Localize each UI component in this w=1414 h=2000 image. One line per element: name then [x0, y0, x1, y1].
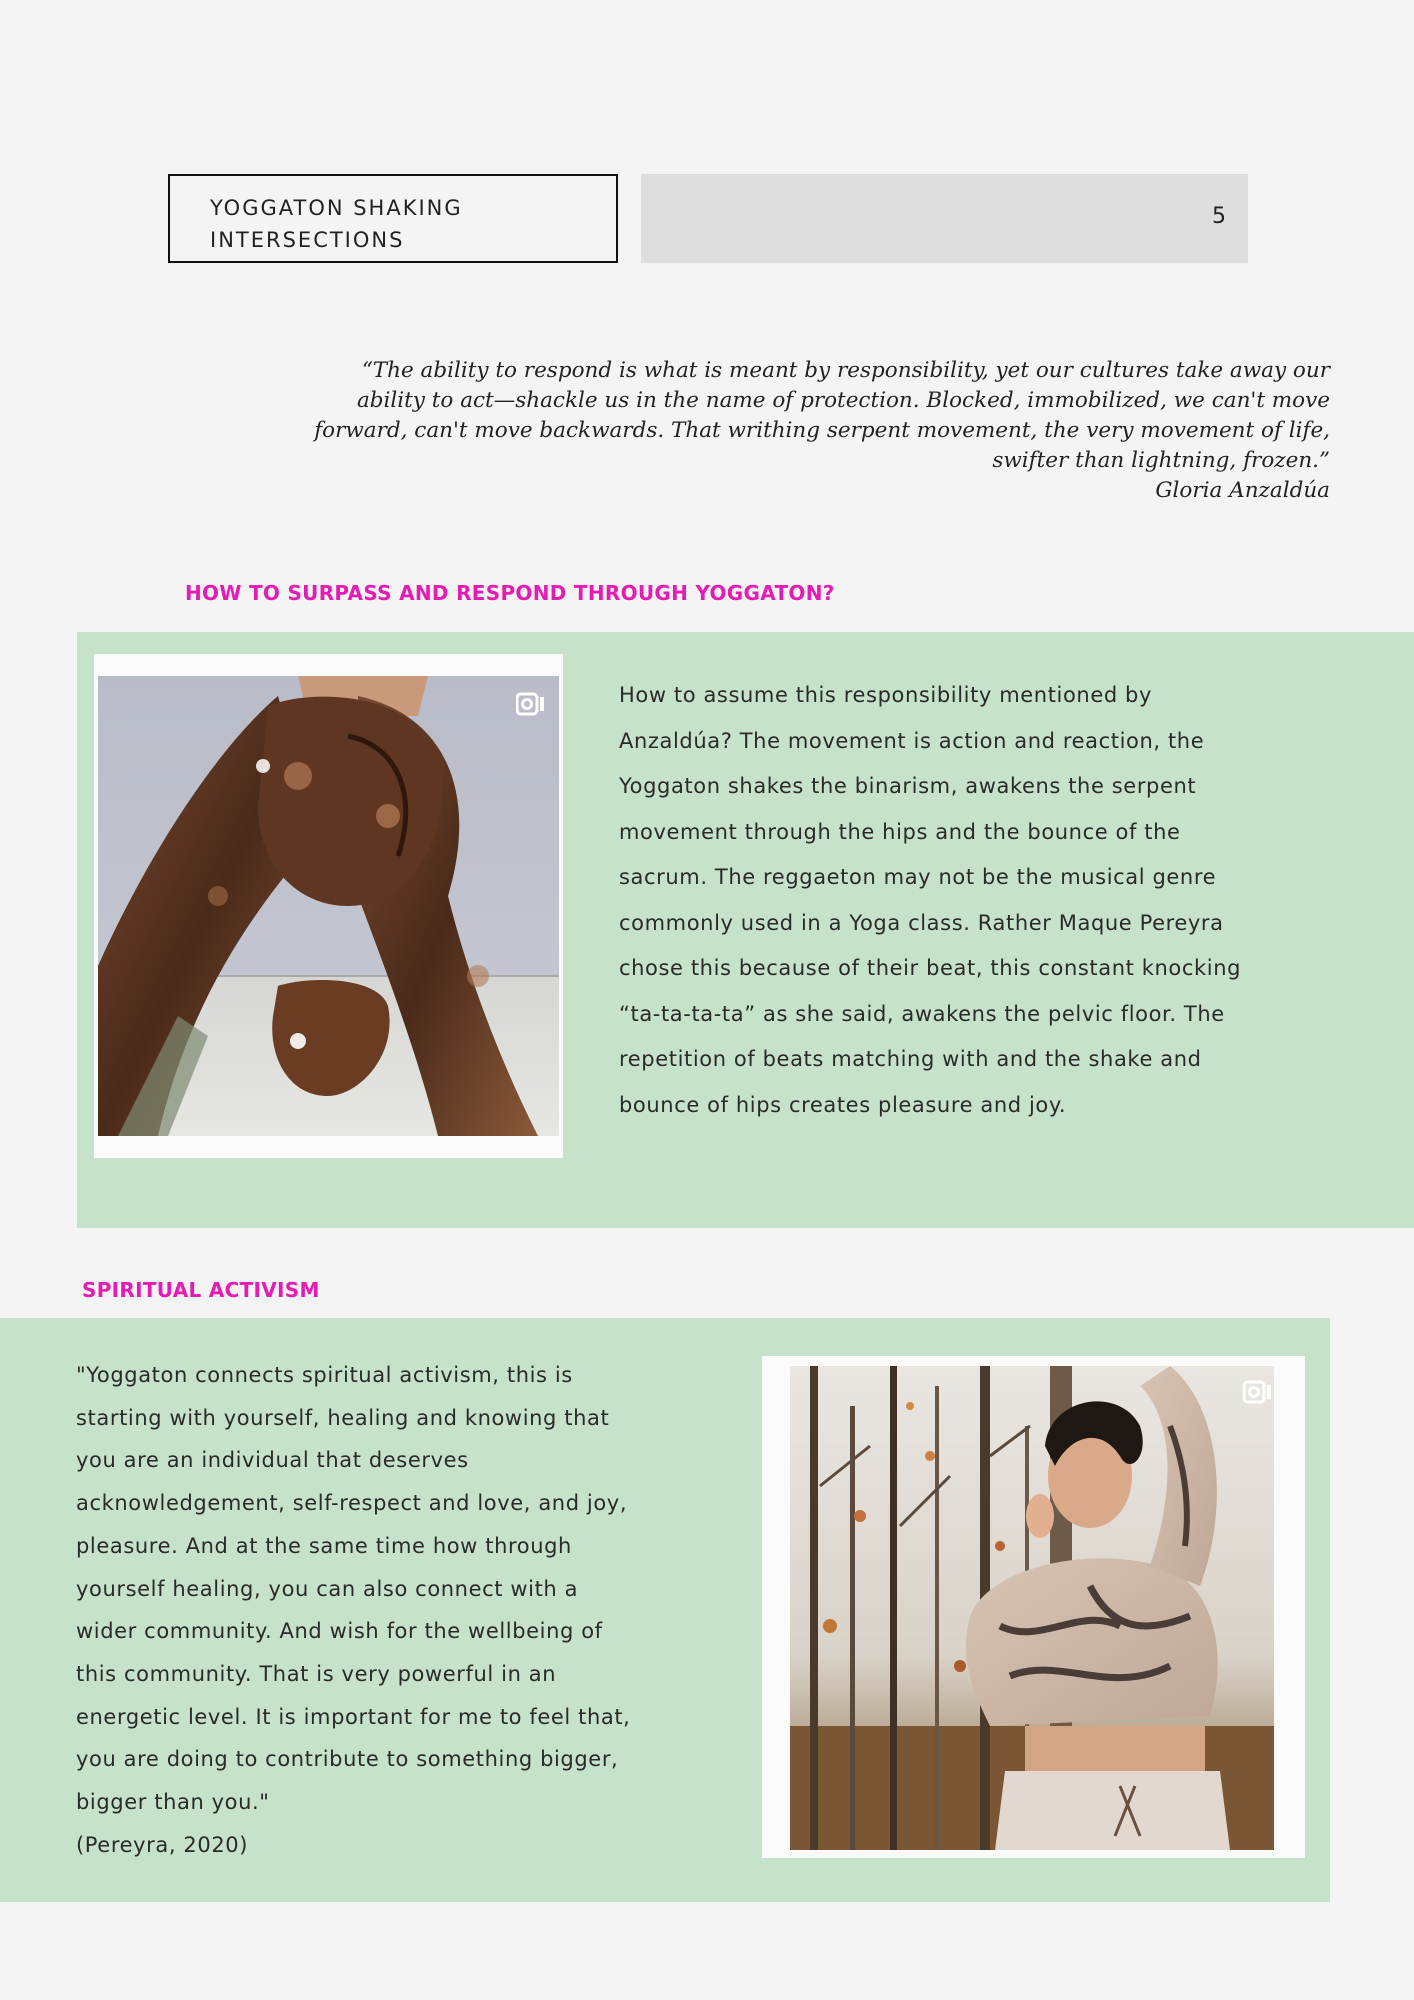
header-bar — [641, 174, 1248, 263]
paragraph-line: bounce of hips creates pleasure and joy. — [619, 1092, 1067, 1117]
paragraph-line: bigger than you." — [76, 1790, 270, 1815]
quote-attribution: Gloria Anzaldúa — [1155, 478, 1330, 503]
section-heading-surpass: HOW TO SURPASS AND RESPOND THROUGH YOGGATON? — [185, 581, 835, 605]
section2-paragraph — [76, 1354, 630, 1866]
paragraph-line: acknowledgement, self-respect and love, and joy, — [76, 1491, 628, 1516]
paragraph-line: wider community. And wish for the wellbeing of — [76, 1619, 603, 1644]
paragraph-line: energetic level. It is important for me to feel that, — [76, 1704, 631, 1729]
section1-photo-frame — [94, 654, 563, 1158]
paragraph-line: "Yoggaton connects spiritual activism, this is — [76, 1363, 573, 1387]
paragraph-line: “ta-ta-ta-ta” as she said, awakens the pelvic floor. The — [619, 1001, 1225, 1026]
paragraph-line: starting with yourself, healing and knowing that — [76, 1405, 610, 1430]
paragraph-line: sacrum. The reggaeton may not be the musical genre — [619, 865, 1217, 889]
epigraph-quote — [240, 356, 1330, 506]
section-heading-spiritual-activism: SPIRITUAL ACTIVISM — [82, 1278, 320, 1302]
document-title-box — [168, 174, 618, 263]
instagram-video-icon — [1243, 1380, 1273, 1404]
citation: (Pereyra, 2020) — [76, 1832, 249, 1857]
paragraph-line: pleasure. And at the same time how through — [76, 1533, 572, 1558]
paragraph-line: repetition of beats matching with and the shake and — [619, 1047, 1202, 1071]
paragraph-line: Anzaldúa? The movement is action and reaction, the — [619, 728, 1205, 753]
paragraph-line: movement through the hips and the bounce of the — [619, 819, 1181, 844]
paragraph-line: yourself healing, you can also connect with a — [76, 1576, 579, 1601]
paragraph-line: How to assume this responsibility mentioned by — [619, 683, 1153, 707]
section2-photo-frame — [762, 1356, 1305, 1858]
dancer-hips-photo — [98, 676, 559, 1136]
paragraph-line: you are doing to contribute to something bigger, — [76, 1747, 619, 1772]
quote-line: forward, can't move backwards. That writhing serpent movement, the very movement of life, — [314, 418, 1330, 443]
instagram-video-icon — [516, 692, 546, 716]
document-title-line-1: YOGGATON SHAKING — [210, 196, 463, 220]
paragraph-line: this community. That is very powerful in an — [76, 1661, 557, 1686]
page-number: 5 — [1212, 204, 1226, 229]
quote-line: ability to act—shackle us in the name of protection. Blocked, immobilized, we can't move — [356, 388, 1330, 413]
paragraph-line: Yoggaton shakes the binarism, awakens the serpent — [619, 774, 1197, 798]
quote-line: swifter than lightning, frozen.” — [992, 448, 1330, 473]
woman-forest-photo — [790, 1366, 1274, 1850]
paragraph-line: commonly used in a Yoga class. Rather Maque Pereyra — [619, 910, 1224, 935]
paragraph-line: chose this because of their beat, this constant knocking — [619, 956, 1242, 980]
paragraph-line: you are an individual that deserves — [76, 1448, 469, 1473]
section1-paragraph — [619, 673, 1241, 1128]
quote-line: “The ability to respond is what is meant by responsibility, yet our cultures take away our — [361, 358, 1330, 383]
document-title-line-2: INTERSECTIONS — [210, 228, 405, 252]
